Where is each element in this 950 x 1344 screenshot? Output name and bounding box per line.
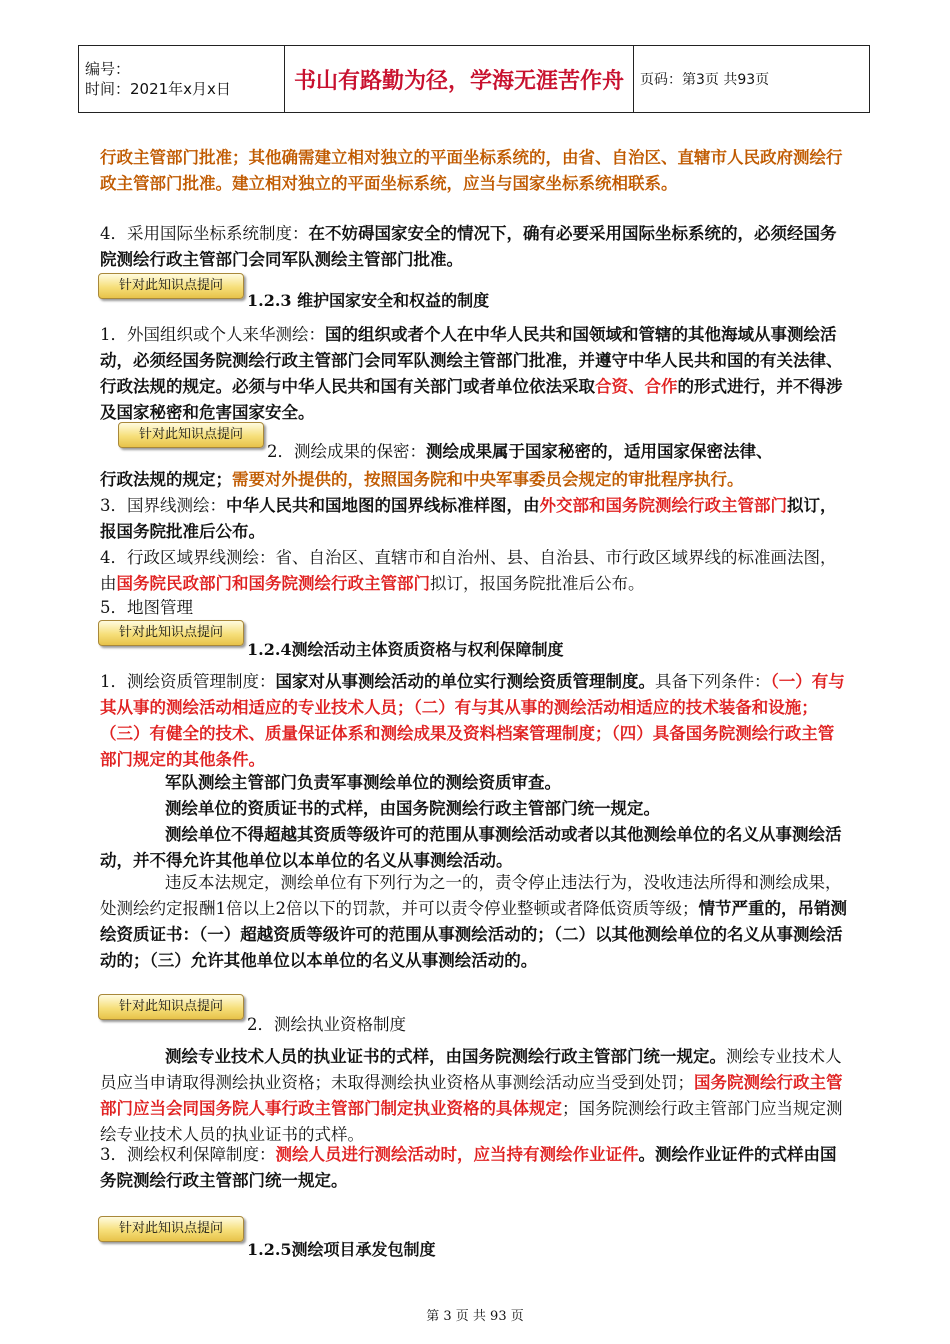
paragraph-certificate-style: 测绘单位的资质证书的式样，由国务院测绘行政主管部门统一规定。 — [165, 799, 660, 818]
number-label: 编号： — [85, 60, 131, 78]
paragraph-international-coordinate — [100, 221, 850, 273]
paragraph-admin-boundary: 4．行政区域界线测绘：省、自治区、直辖市和自治州、县、自治县、市行政区域界线的标准画法图，由国务院民政部门和国务院测绘行政主管部门拟订，报国务院批准后公布。 — [100, 548, 837, 593]
paragraph-confidentiality-line2: 行政法规的规定；需要对外提供的，按照国务院和中央军事委员会规定的审批程序执行。 — [100, 470, 744, 489]
paragraph-penalties: 违反本法规定，测绘单位有下列行为之一的，责令停止违法行为，没收违法所得和测绘成果，处测绘约定报酬1倍以上2倍以下的罚款，并可以责令停业整顿或者降低资质等级；情节严重的，吊销测绘资质证书：（一）超越资质等级许可的范围从事测绘活动的；（二）以其他测绘单位的名义从事测绘活动的；（三）允许其他单位以本单位的名义从事测绘活动的。 — [100, 873, 847, 970]
paragraph-practice-certificate: 测绘专业技术人员的执业证书的式样，由国务院测绘行政主管部门统一规定。测绘专业技术人员应当申请取得测绘执业资格；未取得测绘执业资格从事测绘活动应当受到处罚；国务院测绘行政主管部门应当会同国务院人事行政主管部门制定执业资格的具体规定；国务院测绘行政主管部门应当规定测绘专业技术人员的执业证书的式样。 — [100, 1047, 843, 1144]
ask-question-button[interactable]: 针对此知识点提问 — [98, 1216, 244, 1242]
header-meta — [79, 46, 285, 113]
paragraph-coordinate-approval: 行政主管部门批准；其他确需建立相对独立的平面坐标系统的，由省、自治区、直辖市人民政府测绘行政主管部门批准。建立相对独立的平面坐标系统，应当与国家坐标系统相联系。 — [100, 148, 843, 193]
time-label: 时间：2021年x月x日 — [85, 80, 231, 98]
header-motto: 书山有路勤为径，学海无涯苦作舟 — [285, 46, 634, 113]
section-heading-1-2-4: 1.2.4测绘活动主体资质资格与权利保障制度 — [247, 640, 564, 659]
page-header — [78, 45, 870, 113]
paragraph-practice-qualification: 2．测绘执业资格制度 — [247, 1015, 406, 1034]
ask-question-button[interactable]: 针对此知识点提问 — [98, 994, 244, 1020]
item-text: 在不妨碍国家安全的情况下，确有必要采用国际坐标系统的，必须经国务院测绘行政主管部门会同军队测绘主管部门批准。 — [100, 224, 837, 269]
paragraph-border-surveying: 3．国界线测绘：中华人民共和国地图的国界线标准样图，由外交部和国务院测绘行政主管部门拟订，报国务院批准后公布。 — [100, 496, 837, 541]
page-footer: 第 3 页 共 93 页 — [426, 1309, 524, 1324]
paragraph-map-management: 5．地图管理 — [100, 598, 193, 617]
ask-question-button[interactable]: 针对此知识点提问 — [98, 620, 244, 646]
ask-question-button[interactable]: 针对此知识点提问 — [98, 273, 244, 299]
paragraph-foreign-surveying: 1．外国组织或个人来华测绘：国的组织或者个人在中华人民共和国领域和管辖的其他海域从事测绘活动，必须经国务院测绘行政主管部门会同军队测绘主管部门批准，并遵守中华人民共和国的有关法律、行政法规的规定。必须与中华人民共和国有关部门或者单位依法采取合资、合作的形式进行，并不得涉及国家秘密和危害国家安全。 — [100, 325, 843, 422]
header-page-info: 页码：第3页 共93页 — [634, 46, 870, 113]
ask-question-button[interactable]: 针对此知识点提问 — [118, 422, 264, 448]
section-heading-1-2-5: 1.2.5测绘项目承发包制度 — [247, 1240, 436, 1259]
paragraph-qualification-management: 1．测绘资质管理制度：国家对从事测绘活动的单位实行测绘资质管理制度。具备下列条件：（一）有与其从事的测绘活动相适应的专业技术人员；（二）有与其从事的测绘活动相适应的技术装备和设施；（三）有健全的技术、质量保证体系和测绘成果及资料档案管理制度；（四）具备国务院测绘行政主管部门规定的其他条件。 — [100, 672, 845, 769]
item-label: 4．采用国际坐标系统制度： — [100, 224, 309, 243]
paragraph-confidentiality-line1: 2．测绘成果的保密：测绘成果属于国家秘密的，适用国家保密法律、 — [267, 442, 773, 461]
paragraph-military-review: 军队测绘主管部门负责军事测绘单位的测绘资质审查。 — [165, 773, 561, 792]
paragraph-rights-protection: 3．测绘权利保障制度：测绘人员进行测绘活动时，应当持有测绘作业证件。测绘作业证件的式样由国务院测绘行政主管部门统一规定。 — [100, 1145, 837, 1190]
section-heading-1-2-3: 1.2.3 维护国家安全和权益的制度 — [247, 291, 490, 310]
paragraph-scope-limit: 测绘单位不得超越其资质等级许可的范围从事测绘活动或者以其他测绘单位的名义从事测绘活动，并不得允许其他单位以本单位的名义从事测绘活动。 — [100, 825, 842, 870]
